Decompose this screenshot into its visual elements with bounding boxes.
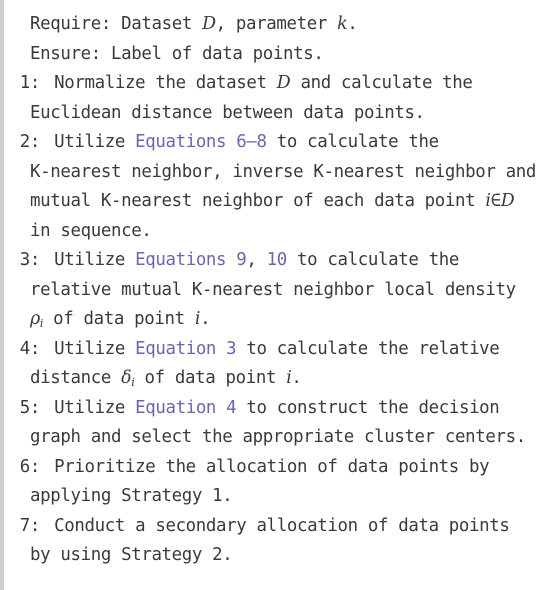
var-dataset: D [500, 191, 515, 211]
step-text: and calculate the [300, 73, 473, 93]
var-point: i [286, 368, 292, 388]
step-4-line-2 [30, 364, 556, 394]
require-keyword: Require: [30, 14, 111, 34]
step-2-line-1 [19, 128, 556, 158]
step-text: relative mutual K-nearest neighbor local density [30, 279, 516, 300]
step-number: 7: [19, 515, 40, 536]
require-line [30, 10, 556, 40]
step-number: 2: [19, 132, 40, 152]
step-text: Utilize [54, 397, 125, 418]
var-distance: δ [121, 368, 132, 388]
step-text: Utilize [54, 338, 125, 359]
step-text: to calculate the relative [246, 338, 500, 359]
equation-reference-link[interactable]: Equations 6–8 [135, 132, 267, 152]
var-point: i [485, 191, 491, 211]
step-1-line-1 [19, 69, 556, 99]
require-text-3: . [347, 14, 358, 34]
step-5-line-1 [19, 394, 556, 424]
step-text: mutual K-nearest neighbor of each data point [30, 191, 476, 211]
algorithm-block [19, 10, 556, 571]
equation-reference-link[interactable]: Equation 4 [135, 397, 237, 418]
step-text: . [200, 309, 211, 329]
step-text: Conduct a secondary allocation of data points [54, 515, 510, 536]
step-text: . [291, 368, 302, 388]
step-text: Prioritize the allocation of data points by [54, 456, 490, 477]
step-3-line-2 [30, 276, 556, 306]
step-text: Utilize [54, 132, 125, 152]
step-2-line-4 [30, 217, 556, 247]
step-2-line-2 [30, 158, 556, 188]
step-7-line-1 [19, 512, 556, 542]
var-density: ρ [30, 309, 40, 329]
ensure-keyword: Ensure: [30, 43, 101, 64]
equation-reference-link[interactable]: 10 [266, 250, 287, 270]
var-point: i [194, 309, 201, 329]
subscript: i [39, 317, 44, 330]
equation-reference-link[interactable]: Equations 9 [135, 250, 247, 270]
require-text-1: Dataset [121, 14, 192, 34]
step-text: , [246, 250, 257, 270]
step-4-line-1 [19, 335, 556, 365]
step-3-line-1 [19, 246, 556, 276]
var-parameter: k [337, 14, 348, 34]
var-dataset: D [202, 14, 216, 34]
step-text: applying Strategy 1. [30, 486, 233, 506]
step-3-line-3 [30, 305, 556, 335]
step-1-line-2 [30, 99, 556, 129]
ensure-text: Label of data points. [110, 43, 324, 64]
step-5-line-2 [30, 423, 556, 453]
step-text: to construct the decision [246, 397, 500, 418]
step-text: K-nearest neighbor, inverse K-nearest neighbor and [30, 161, 537, 182]
step-number: 4: [19, 338, 40, 359]
step-text: to calculate the [276, 132, 439, 152]
var-dataset: D [276, 73, 291, 93]
step-number: 5: [19, 397, 40, 418]
step-number: 6: [19, 456, 40, 477]
step-number: 3: [19, 250, 40, 270]
step-6-line-1 [19, 453, 556, 483]
element-of-symbol: ∈ [490, 191, 501, 211]
step-number: 1: [19, 73, 40, 93]
step-text: of data point [144, 368, 277, 388]
step-text: of data point [53, 309, 185, 329]
step-text: Utilize [54, 250, 125, 270]
step-text: in sequence. [30, 220, 152, 241]
step-7-line-2 [30, 541, 556, 571]
step-text: to calculate the [297, 250, 459, 270]
subscript: i [131, 376, 135, 389]
step-text: distance [30, 368, 111, 388]
ensure-line [30, 40, 556, 70]
step-6-line-2 [30, 482, 556, 512]
step-text: graph and select the appropriate cluster centers. [30, 427, 526, 447]
step-text: Normalize the dataset [54, 73, 267, 93]
equation-reference-link[interactable]: Equation 3 [135, 338, 237, 359]
step-text: by using Strategy 2. [30, 545, 233, 565]
require-text-2: , parameter [215, 14, 327, 34]
step-2-line-3 [30, 187, 556, 217]
step-text: Euclidean distance between data points. [30, 102, 425, 123]
